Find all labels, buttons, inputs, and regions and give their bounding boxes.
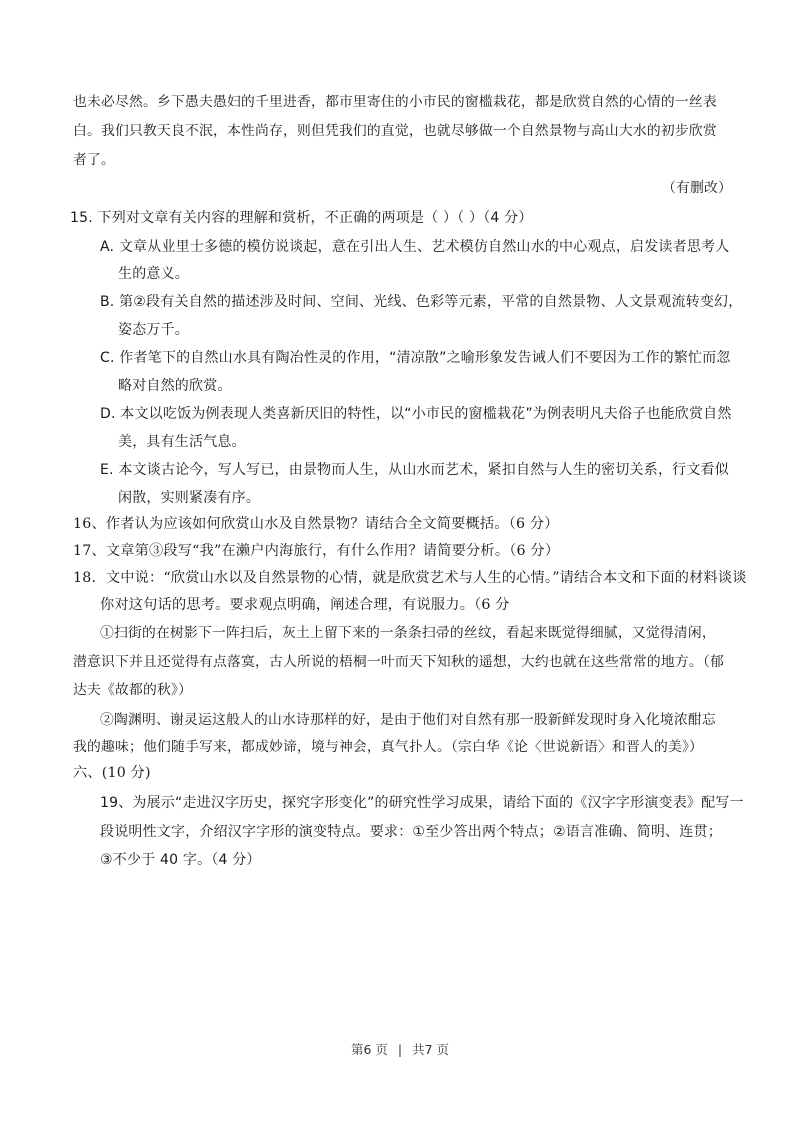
option-a: A. 文章从业里士多德的模仿说谈起，意在引出人生、艺术模仿自然山水的中心观点，启发读者思考人 — [100, 239, 730, 255]
question-17: 17、文章第③段写“我”在濑户内海旅行，有什么作用？请简要分析。（6 分） — [73, 543, 560, 559]
source-note: （有删改） — [662, 180, 732, 196]
option-d: D. 本文以吃饭为例表现人类喜新厌旧的特性，以“小市民的窗槛栽花”为例表明凡夫俗子也能欣赏自然 — [100, 406, 732, 422]
page-total: 共7 页 — [412, 1042, 450, 1057]
option-b: B. 第②段有关自然的描述涉及时间、空间、光线、色彩等元素，平常的自然景物、人文景观流转变幻， — [100, 294, 743, 310]
question-19-stem-cont: 段说明性文字，介绍汉字字形的演变特点。要求：①至少答出两个特点；②语言准确、简明、连贯； — [100, 824, 722, 840]
option-e-cont: 闲散，实则紧凑有序。 — [118, 490, 260, 506]
option-a-cont: 生的意义。 — [118, 266, 189, 282]
option-c: C. 作者笔下的自然山水具有陶冶性灵的作用，“清凉散”之喻形象发告诫人们不要因为工作的繁忙而忽 — [100, 350, 731, 366]
question-18-requirement: 你对这句话的思考。要求观点明确，阐述合理，有说服力。（6 分 — [100, 597, 510, 613]
material-2-line: 我的趣味；他们随手写来，都成妙谛，境与神会，真气扑人。（宗白华《论〈世说新语〉和晋人的美》） — [73, 739, 704, 755]
option-d-cont: 美，具有生活气息。 — [118, 434, 246, 450]
passage-line: 白。我们只教天良不泯，本性尚存，则但凭我们的直觉，也就尽够做一个自然景物与高山大水的初步欣赏 — [73, 123, 717, 139]
question-19-stem: 19、为展示“走进汉字历史，探究字形变化”的研究性学习成果，请给下面的《汉字字形演变表》配写一 — [100, 795, 744, 811]
material-1-line: ①扫街的在树影下一阵扫后，灰土上留下来的一条条扫帚的丝纹，看起来既觉得细腻，又觉得清闲， — [100, 625, 716, 641]
option-b-cont: 姿态万千。 — [118, 322, 189, 338]
footer-separator: | — [397, 1042, 403, 1057]
material-2-line: ②陶渊明、谢灵运这般人的山水诗那样的好，是由于他们对自然有那一股新鲜发现时身入化境浓酣忘 — [100, 712, 716, 728]
material-1-line: 达夫《故都的秋》） — [73, 682, 193, 698]
option-c-cont: 略对自然的欣赏。 — [118, 378, 232, 394]
page-number: 第6 页 — [350, 1042, 388, 1057]
question-15-stem: 15. 下列对文章有关内容的理解和赏析，不正确的两项是（ ）（ ）（4 分） — [70, 210, 533, 226]
option-e: E. 本文谈古论今，写人写已，由景物而人生，从山水而艺术，紧扣自然与人生的密切关系，行文看似 — [100, 462, 729, 478]
passage-line: 也未必尽然。乡下愚夫愚妇的千里进香，都市里寄住的小市民的窗槛栽花，都是欣赏自然的心情的一丝表 — [73, 94, 717, 110]
question-18-stem: 18．文中说：“欣赏山水以及自然景物的心情，就是欣赏艺术与人生的心情。”请结合本文和下面的材料谈谈 — [73, 570, 747, 586]
section-heading: 六、(10 分) — [73, 765, 151, 781]
question-16: 16、作者认为应该如何欣赏山水及自然景物？请结合全文简要概括。（6 分） — [73, 516, 559, 532]
question-19-stem-cont: ③不少于 40 字。（4 分） — [100, 852, 261, 868]
material-1-line: 潜意识下并且还觉得有点落寞，古人所说的梧桐一叶而天下知秋的遥想，大约也就在这些常常的地方。（郁 — [73, 654, 724, 670]
passage-line: 者了。 — [73, 152, 115, 168]
page-footer — [0, 1040, 800, 1058]
